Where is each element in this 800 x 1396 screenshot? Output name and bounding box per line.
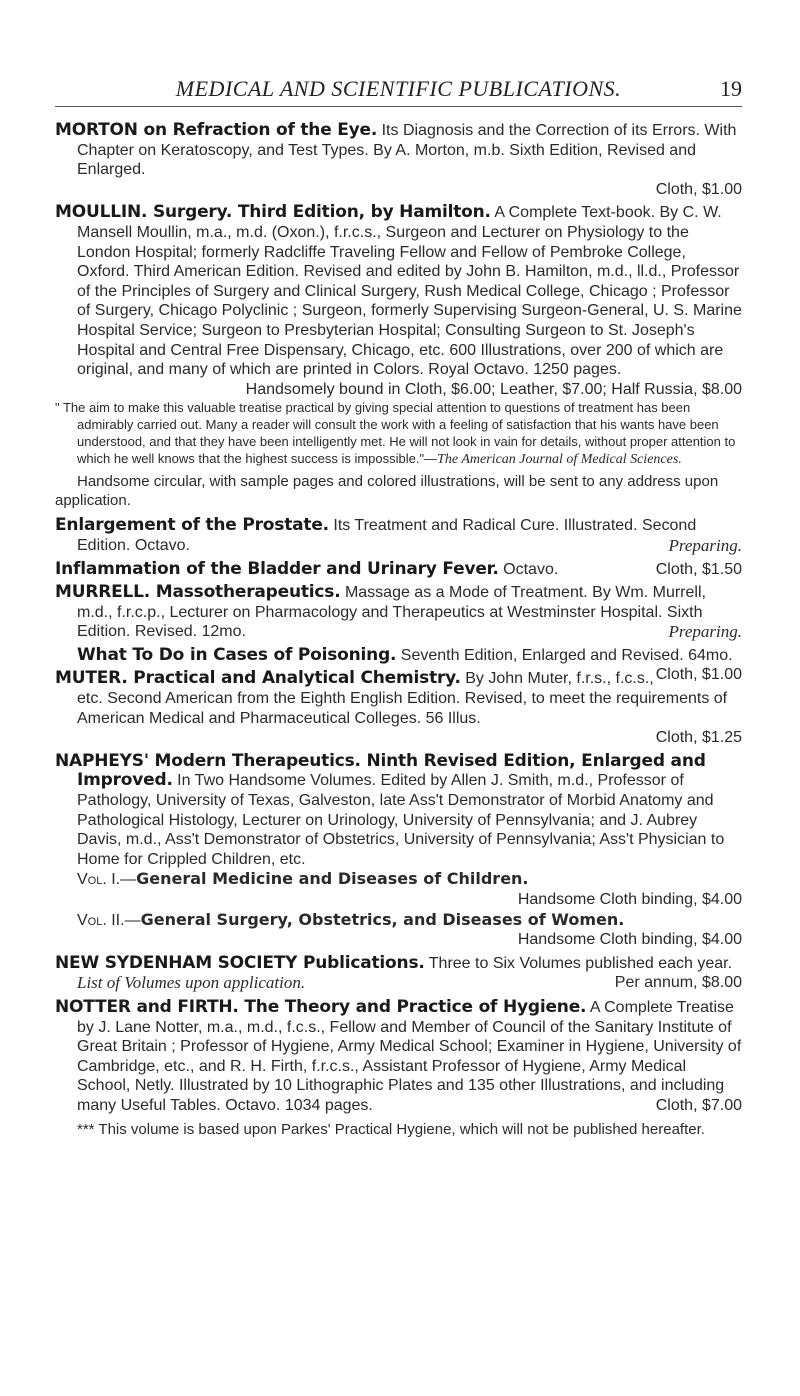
entry-moullin xyxy=(55,203,742,468)
running-header xyxy=(55,72,742,107)
entry-text: Its Diagnosis and the Correction of its Errors. With Chapter on Keratoscopy, and Test Types. By A. Morton, m.b. Sixth Edition, Revised and Enlarged. xyxy=(77,122,737,179)
entry-bladder xyxy=(55,560,742,580)
entry-price: Cloth, $1.25 xyxy=(655,729,742,747)
entry-lead: NAPHEYS' Modern Therapeutics. Ninth Revised Edition, Enlarged and Improved. xyxy=(55,750,706,791)
entry-lead: MUTER. Practical and Analytical Chemistry. xyxy=(55,668,461,689)
entry-lead: What To Do in Cases of Poisoning. xyxy=(77,644,397,665)
page-number: 19 xyxy=(720,76,742,101)
volume-title: General Surgery, Obstetrics, and Diseases of Women. xyxy=(140,909,625,929)
entry-lead: NOTTER and FIRTH. The Theory and Practice of Hygiene. xyxy=(55,996,587,1017)
catalog-page xyxy=(0,72,800,1396)
entry-status: Preparing. xyxy=(668,622,742,642)
entry-lead: MURRELL. Massotherapeutics. xyxy=(55,582,341,603)
entry-text: In Two Handsome Volumes. Edited by Allen J. Smith, m.d., Professor of Pathology, University of Texas, Galveston, late Ass't Demonstrator of Morbid Anatomy and Pathological Histology, Lecturer on Urinology, University of Pennsylvania; and J. Aubrey Davis, m.d., Ass't Demonstrator of Obstetrics, University of Pennsylvania; Ass't Physician to Home for Crippled Children, etc. xyxy=(77,772,725,868)
volume-label: Vol. II.— xyxy=(77,911,141,929)
entry-text: By John Muter, f.r.s., f.c.s., etc. Second American from the Eighth English Edition. Revised, to meet the requirements of American Medical and Pharmaceutical Colleges. 56 Illus. xyxy=(77,670,728,727)
entry-text: Three to Six Volumes published each year. xyxy=(428,954,733,972)
entry-price: Cloth, $1.00 xyxy=(655,666,742,684)
volume-title: General Medicine and Diseases of Children. xyxy=(136,869,529,889)
entry-binding: Handsomely bound in Cloth, $6.00; Leather, $7.00; Half Russia, $8.00 xyxy=(245,380,742,398)
volume-two xyxy=(55,910,742,931)
entry-lead: Inflammation of the Bladder and Urinary Fever. xyxy=(55,558,499,579)
entry-text: Its Treatment and Radical Cure. Illustrated. Second Edition. Octavo. xyxy=(77,517,697,554)
entry-text: Octavo. xyxy=(503,560,559,578)
entry-lead: NEW SYDENHAM SOCIETY Publications. xyxy=(55,952,425,973)
entry-sydenham xyxy=(55,954,742,994)
quote-source: The American Journal of Medical Sciences. xyxy=(437,452,682,468)
volume-label: Vol. I.— xyxy=(77,871,137,889)
volume-binding: Handsome Cloth binding, $4.00 xyxy=(517,931,742,949)
notter-note xyxy=(55,1120,742,1139)
volume-binding: Handsome Cloth binding, $4.00 xyxy=(517,891,742,908)
entry-price: Cloth, $7.00 xyxy=(655,1096,742,1114)
volume-one xyxy=(55,869,742,890)
entry-status: Preparing. xyxy=(668,535,742,555)
notice-text: Handsome circular, with sample pages and colored illustrations, will be sent to any address upon application. xyxy=(55,473,719,510)
entry-muter xyxy=(55,669,742,747)
header-title: MEDICAL AND SCIENTIFIC PUBLICATIONS. xyxy=(175,76,622,101)
entry-prostate xyxy=(55,516,742,555)
entry-morton xyxy=(55,121,742,199)
circular-notice xyxy=(55,472,742,510)
note-text: *** This volume is based upon Parkes' Practical Hygiene, which will not be published hereafter. xyxy=(77,1120,705,1138)
quote-text: " The aim to make this valuable treatise practical by giving special attention to questions of treatment has been admirably carried out. Many a reader will consult the work with a feeling of satisfaction that his wants have been understood, and that they have been intelligently met. He will not look in vain for details, without proper attention to which he well knows that the highest success is impossible."— xyxy=(55,400,736,467)
entry-text: A Complete Treatise by J. Lane Notter, m.a., m.d., f.c.s., Fellow and Member of Council of the Sanitary Institute of Great Britain ; Professor of Hygiene, Army Medical School; Examiner in Hygiene, University of Cambridge, etc., and R. H. Firth, f.r.c.s., Assistant Professor of Hygiene, Army Medical School, Netly. Illustrated by 10 Lithographic Plates and 135 other Illustrations, and including many Useful Tables. Octavo. 1034 pages. xyxy=(77,998,742,1114)
entry-price: Per annum, $8.00 xyxy=(614,974,742,992)
entry-lead: Enlargement of the Prostate. xyxy=(55,515,329,536)
entry-napheys xyxy=(55,752,742,950)
entry-murrell xyxy=(55,583,742,642)
entry-text: Seventh Edition, Enlarged and Revised. 64mo. xyxy=(400,646,733,664)
entry-notter xyxy=(55,998,742,1116)
entry-text: A Complete Text-book. By C. W. Mansell Moullin, m.a., m.d. (Oxon.), f.r.c.s., Surgeon and Lecturer on Physiology to the London Hospital; formerly Radcliffe Traveling Fellow and Fellow of Pembroke College, Oxford. Third American Edition. Revised and edited by John B. Hamilton, m.d., ll.d., Professor of the Principles of Surgery and Clinical Surgery, Rush Medical College, Chicago ; Professor of Surgery, Chicago Polyclinic ; Surgeon, formerly Supervising Surgeon-General, U. S. Marine Hospital Service; Surgeon to Presbyterian Hospital; Consulting Surgeon to St. Joseph's Hospital and Central Free Dispensary, Chicago, etc. 600 Illustrations, over 200 of which are original, and many of which are printed in Colors. Royal Octavo. 1250 pages. xyxy=(77,204,742,379)
entry-lead: MORTON on Refraction of the Eye. xyxy=(55,120,378,140)
entry-italic: List of Volumes upon application. xyxy=(77,973,306,993)
entry-price: Cloth, $1.00 xyxy=(655,180,742,198)
entry-text: Massage as a Mode of Treatment. By Wm. Murrell, m.d., f.r.c.p., Lecturer on Pharmacology and Therapeutics at Westminster Hospital. Sixth Edition. Revised. 12mo. xyxy=(77,584,706,641)
entry-price: Cloth, $1.50 xyxy=(655,560,742,578)
entry-lead: MOULLIN. Surgery. Third Edition, by Hamilton. xyxy=(55,202,491,223)
review-quote xyxy=(55,399,742,468)
